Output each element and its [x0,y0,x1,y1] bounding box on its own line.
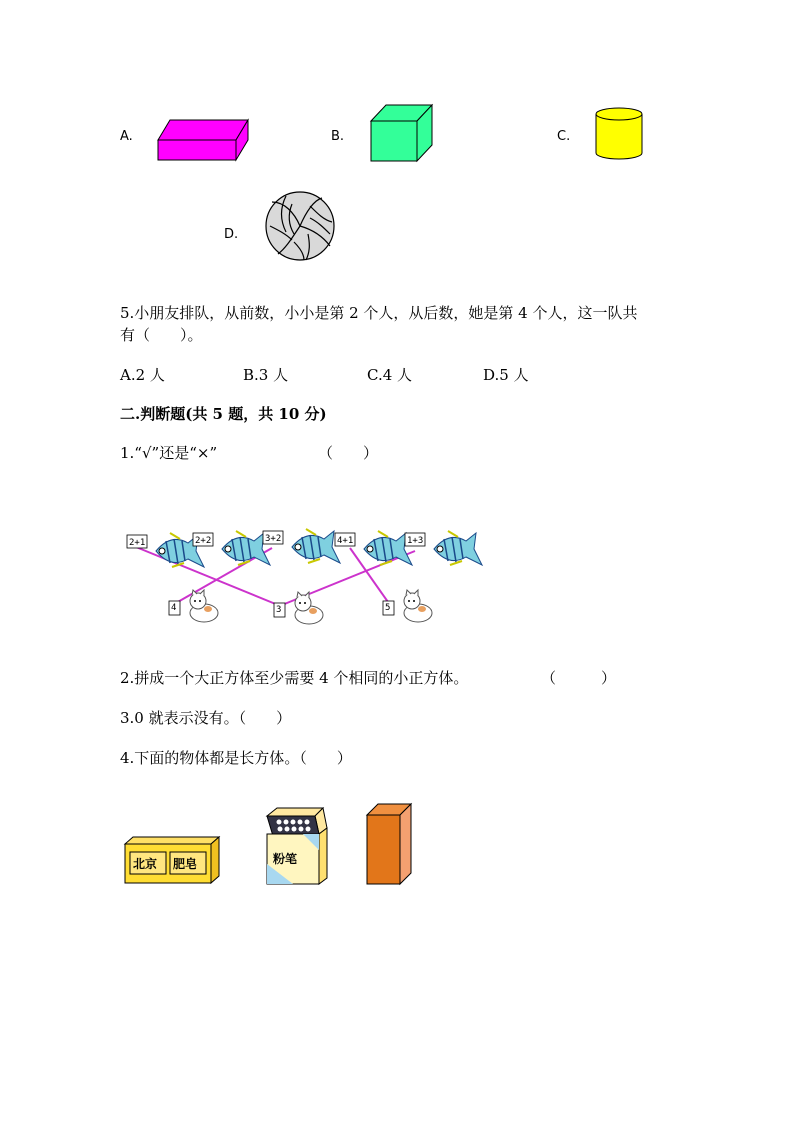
magenta-cuboid [158,118,250,162]
judge-q2-paren: （ ） [541,669,617,687]
q5-line2: 有（ ）。 [120,326,203,344]
fish-label: 2+2 [195,536,212,546]
matching-picture [120,515,485,625]
q5-option-a: A.2 人 [120,366,165,384]
option-b-label: B. [331,129,345,144]
judge-q2: 2.拼成一个大正方体至少需要 4 个相同的小正方体。 [120,669,469,687]
option-c-label: C. [557,129,571,144]
cat-group-2 [273,591,333,625]
section-title: 二.判断题(共 5 题，共 10 分) [120,405,327,423]
cat-group-3 [382,589,442,623]
volleyball [264,190,336,262]
fish-label: 4+1 [337,536,354,546]
chalk-label: 粉笔 [273,852,298,866]
judge-q1: 1.“√”还是“×” [120,444,218,462]
orange-cuboid [366,803,412,885]
q5-option-b: B.3 人 [243,366,289,384]
q5-option-c: C.4 人 [367,366,413,384]
option-d-label: D. [224,227,239,242]
soap-box [124,836,220,884]
cat-label: 4 [171,603,177,613]
fish-group-3 [262,527,342,567]
cat-label: 3 [276,605,282,615]
cat-label: 5 [385,603,391,613]
fish-group-4 [334,529,414,569]
fish-group-2 [192,529,272,569]
q5-line1: 5.小朋友排队，从前数，小小是第 2 个人，从后数，她是第 4 个人，这一队共 [120,304,638,322]
soap-label-left: 北京 [133,857,158,871]
fish-group-5 [404,529,484,569]
cat-group-1 [168,589,228,623]
option-a-label: A. [120,129,133,144]
yellow-cylinder [595,107,643,160]
fish-label: 1+3 [407,536,424,546]
judge-q3: 3.0 就表示没有。（ ） [120,709,292,727]
soap-label-right: 肥皂 [173,857,198,871]
q5-option-d: D.5 人 [483,366,529,384]
green-cube [370,104,434,162]
chalk-box [263,806,329,886]
fish-label: 3+2 [265,534,282,544]
judge-q1-paren: （ ） [318,444,379,462]
judge-q4: 4.下面的物体都是长方体。（ ） [120,749,352,767]
fish-label: 2+1 [129,538,146,548]
